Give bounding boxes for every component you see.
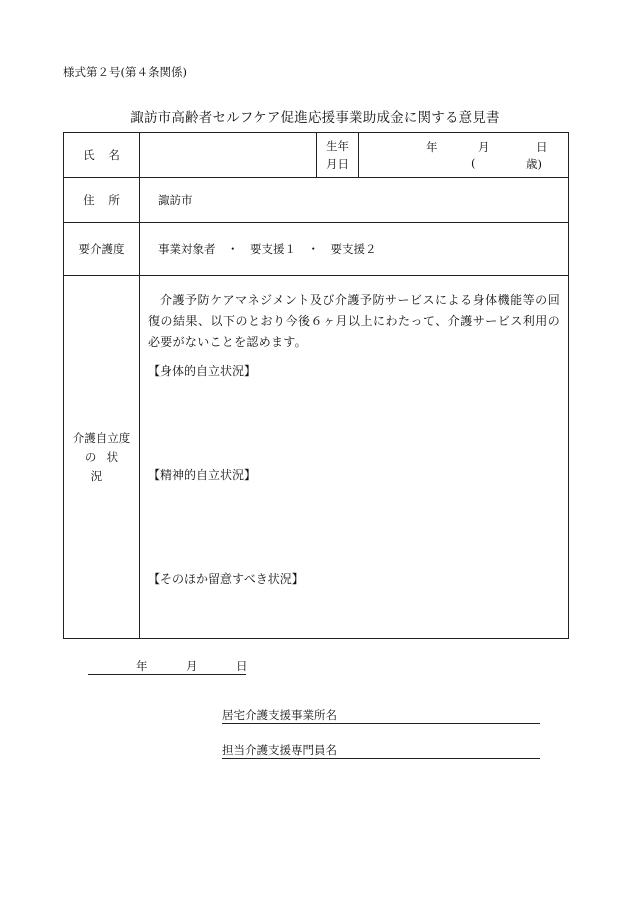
manager-name-label: 担当介護支援専門員名 bbox=[222, 743, 337, 757]
dob-day: 日 bbox=[536, 140, 548, 154]
age-close: 歳) bbox=[526, 157, 542, 171]
dob-label-line2: 月日 bbox=[326, 157, 349, 171]
date-month: 月 bbox=[186, 659, 198, 673]
date-year: 年 bbox=[136, 659, 148, 673]
address-field[interactable]: 諏訪市 bbox=[140, 178, 569, 223]
address-label: 住所 bbox=[64, 178, 140, 223]
manager-name-line[interactable] bbox=[222, 742, 540, 759]
care-level-label: 要介護度 bbox=[64, 223, 140, 276]
dob-field[interactable] bbox=[359, 133, 569, 178]
name-row bbox=[64, 133, 569, 178]
age-open: ( bbox=[471, 156, 476, 170]
status-row bbox=[64, 276, 569, 639]
status-label-line1: 介護自立度 bbox=[72, 430, 131, 445]
status-label bbox=[64, 276, 140, 639]
office-name-line[interactable] bbox=[222, 707, 540, 724]
care-level-options[interactable]: 事業対象者 ・ 要支援１ ・ 要支援２ bbox=[140, 223, 569, 276]
mental-heading: 【精神的自立状況】 bbox=[148, 468, 257, 482]
status-intro: 介護予防ケアマネジメント及び介護予防サービスによる身体機能等の回復の結果、以下のとおり今後６ヶ月以上にわたって、介護サービス利用の必要がないことを認めます。 bbox=[148, 293, 560, 349]
document-title: 諏訪市高齢者セルフケア促進応援事業助成金に関する意見書 bbox=[130, 110, 500, 126]
date-line[interactable] bbox=[88, 658, 246, 675]
date-day: 日 bbox=[236, 659, 248, 673]
dob-label-line1: 生年 bbox=[326, 139, 349, 153]
dob-month: 月 bbox=[478, 140, 490, 154]
status-label-line2: の状況 bbox=[84, 449, 129, 483]
other-heading: 【そのほか留意すべき状況】 bbox=[148, 572, 304, 586]
status-field[interactable] bbox=[140, 276, 569, 639]
office-name-label: 居宅介護支援事業所名 bbox=[222, 708, 337, 722]
care-level-row bbox=[64, 223, 569, 276]
dob-year: 年 bbox=[426, 140, 438, 154]
opinion-form-table bbox=[63, 132, 569, 639]
name-label: 氏名 bbox=[64, 133, 140, 178]
physical-heading: 【身体的自立状況】 bbox=[148, 364, 257, 378]
form-number: 様式第２号(第４条関係) bbox=[63, 65, 187, 79]
address-row bbox=[64, 178, 569, 223]
name-field[interactable] bbox=[140, 133, 317, 178]
dob-label bbox=[317, 133, 359, 178]
